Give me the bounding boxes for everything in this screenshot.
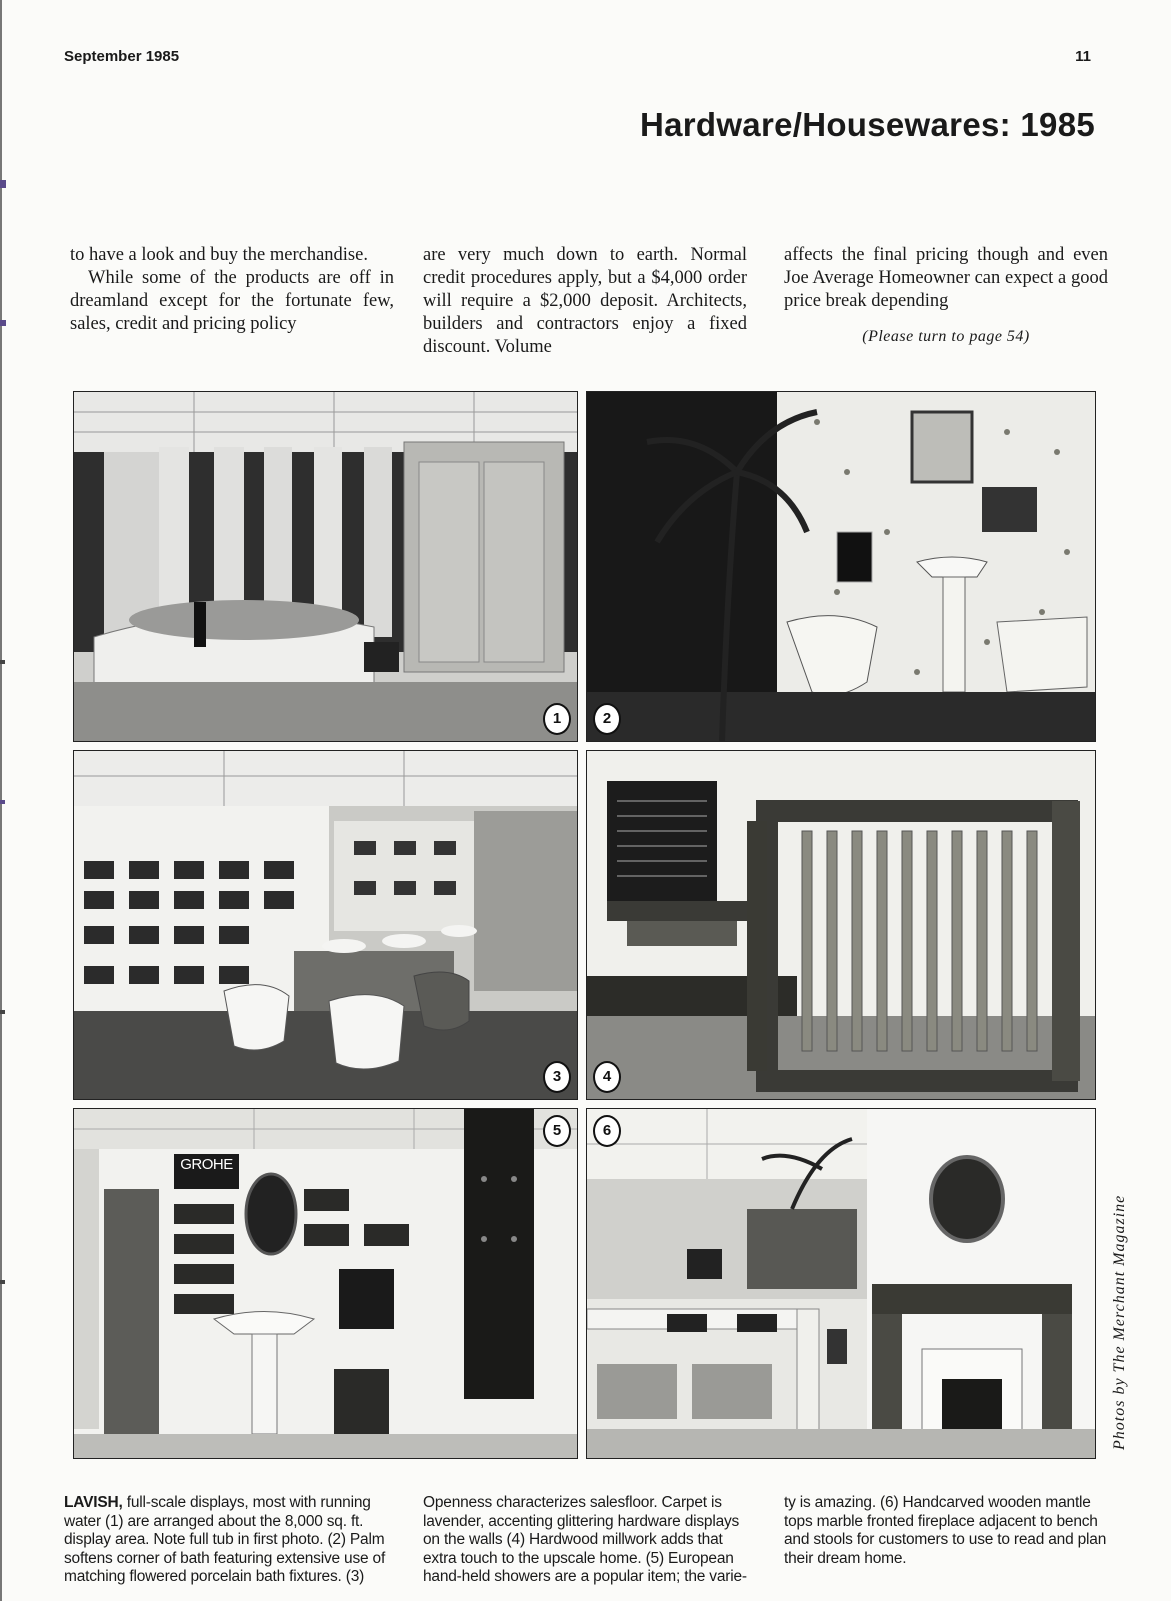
photo-number-badge: 3 <box>543 1061 571 1093</box>
body-paragraph: are very much down to earth. Normal credit procedures apply, but a $4,000 order will require a $2,000 deposit. Architects, builders and contractors enjoy a fixed discount. Volume <box>423 245 747 357</box>
photo-6-fireplace <box>586 1108 1096 1459</box>
caption-column-1 <box>64 1494 388 1587</box>
caption-lead: LAVISH, <box>64 1494 123 1511</box>
photo-number-badge: 2 <box>593 703 621 735</box>
photo-number-badge: 5 <box>543 1115 571 1147</box>
caption-text: Openness characterizes salesfloor. Carpet is lavender, accenting glittering hardware displays on the walls (4) Hardwood millwork adds that extra touch to the upscale home. (5) European hand-held showers are a popular item; the varie- <box>423 1494 747 1585</box>
photo-2-floral-bath <box>586 391 1096 742</box>
body-column-1 <box>70 244 394 336</box>
binding-edge-marks <box>0 0 6 1601</box>
caption-column-3 <box>784 1494 1108 1568</box>
photo-number-badge: 6 <box>593 1115 621 1147</box>
caption-text: full-scale displays, most with running water (1) are arranged about the 8,000 sq. ft. display area. Note full tub in first photo. (2) Palm softens corner of bath featuring extensive use of matching flowered porcelain bath fixtures. (3) <box>64 1494 386 1585</box>
photo-3-salesfloor <box>73 750 578 1100</box>
photo-1-tub-display <box>73 391 578 742</box>
grohe-sign: GROHE <box>180 1156 233 1173</box>
continued-note: (Please turn to page 54) <box>862 328 1030 345</box>
photo-4-millwork <box>586 750 1096 1100</box>
photo-number-badge: 4 <box>593 1061 621 1093</box>
issue-date: September 1985 <box>64 48 180 65</box>
body-column-3 <box>784 244 1108 348</box>
photo-5-grohe-display <box>73 1108 578 1459</box>
body-column-2 <box>423 244 747 359</box>
body-paragraph: While some of the products are off in dreamland except for the fortunate few, sales, credit and pricing policy <box>70 268 394 334</box>
caption-text: ty is amazing. (6) Handcarved wooden mantle tops marble fronted fireplace adjacent to bench and stools for customers to use to read and plan their dream home. <box>784 1494 1107 1567</box>
photo-credit: Photos by The Merchant Magazine <box>1111 1194 1128 1450</box>
section-title: Hardware/Housewares: 1985 <box>639 106 1095 143</box>
body-paragraph: to have a look and buy the merchandise. <box>70 245 368 265</box>
photo-number-badge: 1 <box>543 703 571 735</box>
page-number: 11 <box>1075 48 1091 65</box>
caption-column-2 <box>423 1494 747 1587</box>
body-paragraph: affects the final pricing though and even Joe Average Homeowner can expect a good price break depending <box>784 245 1108 311</box>
